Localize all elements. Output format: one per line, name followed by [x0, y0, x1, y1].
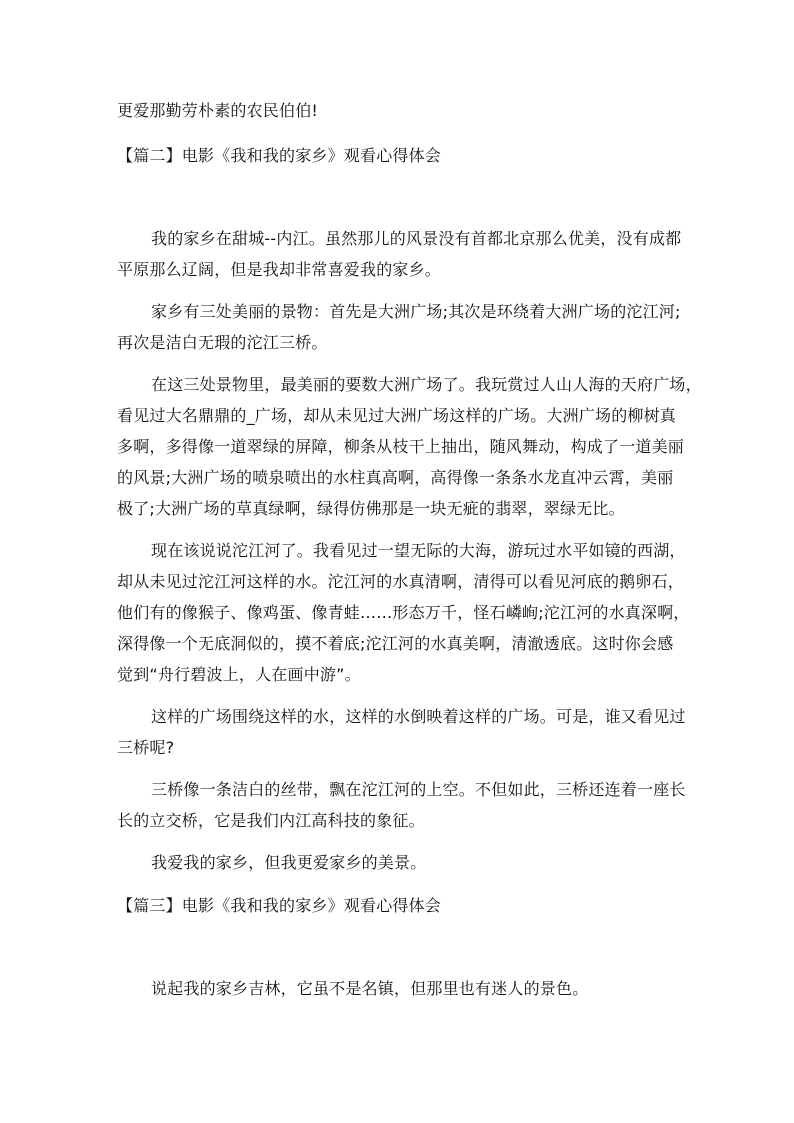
s2-p6-line1: 三桥像一条洁白的丝带，飘在沱江河的上空。不但如此，三桥还连着一座长 [151, 780, 686, 799]
s2-p3-line5: 极了;大洲广场的草真绿啊，绿得仿佛那是一块无疵的翡翠，翠绿无比。 [117, 499, 625, 518]
section3-heading: 【篇三】电影《我和我的家乡》观看心得体会 [117, 896, 442, 915]
s2-p5-line2: 三桥呢? [117, 738, 175, 757]
s2-p3-line2: 看见过大名鼎鼎的_广场，却从未见过大洲广场这样的广场。大洲广场的柳树真 [117, 406, 677, 425]
s2-p4-line5: 觉到“舟行碧波上，人在画中游”。 [117, 665, 361, 684]
s2-p1-line1: 我的家乡在甜城--内江。虽然那儿的风景没有首都北京那么优美，没有成都 [151, 229, 682, 248]
s2-p4-line4: 深得像一个无底洞似的，摸不着底;沱江河的水真美啊，清澈透底。这时你会感 [117, 634, 674, 653]
s2-p2-line2: 再次是洁白无瑕的沱江三桥。 [117, 333, 328, 352]
s2-p3-line3: 多啊，多得像一道翠绿的屏障，柳条从枝干上抽出，随风舞动，构成了一道美丽 [117, 437, 685, 456]
s2-p3-line4: 的风景;大洲广场的喷泉喷出的水柱真高啊，高得像一条条水龙直冲云霄，美丽 [117, 468, 674, 487]
section2-heading: 【篇二】电影《我和我的家乡》观看心得体会 [117, 146, 442, 165]
s2-p4-line1: 现在该说说沱江河了。我看见过一望无际的大海，游玩过水平如镜的西湖， [151, 541, 686, 560]
s2-p4-line3: 他们有的像猴子、像鸡蛋、像青蛙……形态万千，怪石嶙峋;沱江河的水真深啊， [117, 603, 690, 622]
intro-tail-text: 更爱那勤劳朴素的农民伯伯! [117, 101, 319, 120]
s2-p2-line1: 家乡有三处美丽的景物：首先是大洲广场;其次是环绕着大洲广场的沱江河; [151, 302, 681, 321]
s2-p7-line1: 我爱我的家乡，但我更爱家乡的美景。 [151, 853, 427, 872]
s2-p4-line2: 却从未见过沱江河这样的水。沱江河的水真清啊，清得可以看见河底的鹅卵石， [117, 572, 685, 591]
s2-p1-line2: 平原那么辽阔，但是我却非常喜爱我的家乡。 [117, 260, 442, 279]
s2-p6-line2: 长的立交桥，它是我们内江高科技的象征。 [117, 811, 425, 830]
s2-p3-line1: 在这三处景物里，最美丽的要数大洲广场了。我玩赏过人山人海的天府广场， [151, 375, 702, 394]
s2-p5-line1: 这样的广场围绕这样的水，这样的水倒映着这样的广场。可是，谁又看见过 [151, 707, 686, 726]
s3-p1-line1: 说起我的家乡吉林，它虽不是名镇，但那里也有迷人的景色。 [151, 979, 589, 998]
